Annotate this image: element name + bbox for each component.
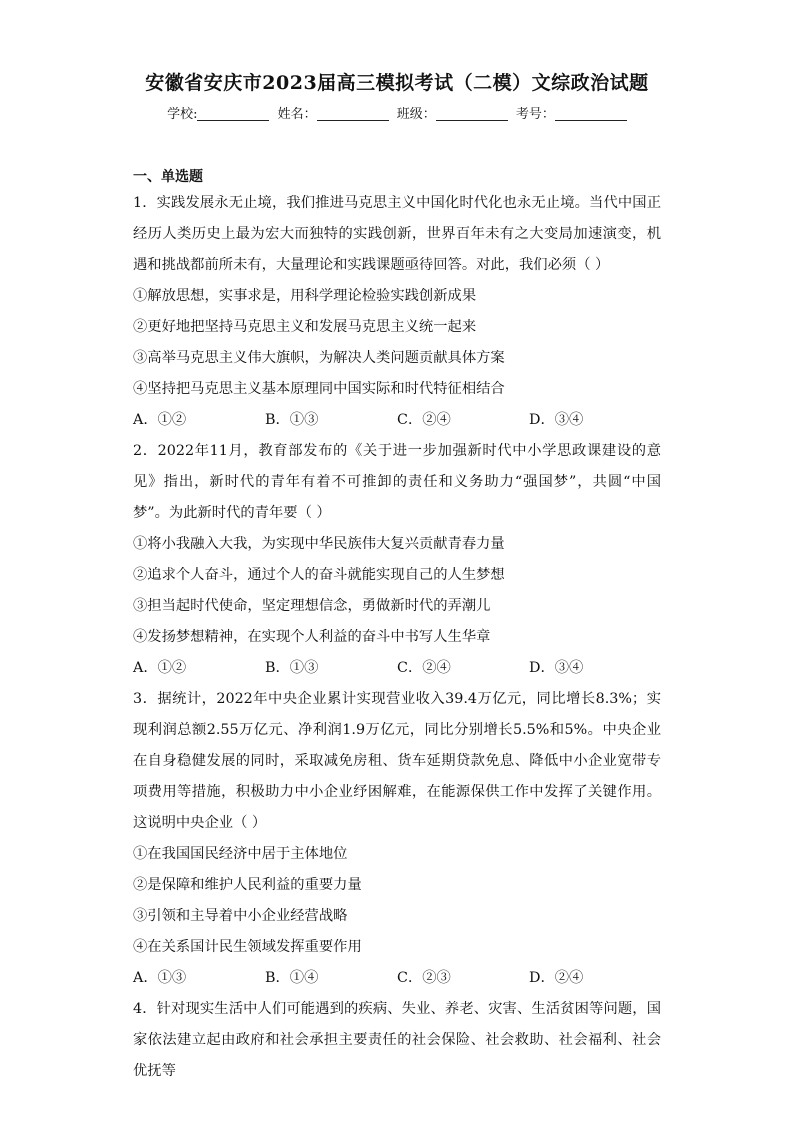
option-item: ③引领和主导着中小企业经营战略 [133,908,348,924]
choice-c[interactable]: C．②④ [397,412,451,428]
class-blank[interactable] [436,106,508,121]
choice-b[interactable]: B．①③ [265,660,319,676]
question-2 [133,436,661,684]
choice-b[interactable]: B．①④ [265,970,319,986]
answer-choices [133,963,661,994]
choice-a[interactable]: A．①② [133,660,187,676]
section-heading: 一、单选题 [133,169,203,185]
option-item: ①将小我融入大我，为实现中华民族伟大复兴贡献青春力量 [133,536,505,552]
question-list [133,188,661,1087]
choice-d[interactable]: D．③④ [529,412,584,428]
question-stem: 4．针对现实生活中人们可能遇到的疾病、失业、养老、灾害、生活贫困等问题，国家依法建立起由政府和社会承担主要责任的社会保险、社会救助、社会福利、社会优抚等 [133,1001,661,1079]
option-item: ②是保障和维护人民利益的重要力量 [133,877,362,893]
question-stem: 2．2022年11月，教育部发布的《关于进一步加强新时代中小学思政课建设的意见》指出，新时代的青年有着不可推卸的责任和义务助力“强国梦”，共圆“中国梦”。为此新时代的青年要（ ） [133,443,661,521]
choice-c[interactable]: C．②④ [397,660,451,676]
choice-a[interactable]: A．①③ [133,970,187,986]
student-info-line [0,103,794,122]
option-item: ④发扬梦想精神，在实现个人利益的奋斗中书写人生华章 [133,629,491,645]
option-item: ③高举马克思主义伟大旗帜，为解决人类问题贡献具体方案 [133,350,505,366]
question-4 [133,994,661,1087]
option-item: ②追求个人奋斗，通过个人的奋斗就能实现自己的人生梦想 [133,567,505,583]
question-stem: 3．据统计，2022年中央企业累计实现营业收入39.4万亿元，同比增长8.3%；实现利润总额2.55万亿元、净利润1.9万亿元，同比分别增长5.5%和5%。中央企业在自身稳健发展的同时，采取减免房租、货车延期贷款免息、降低中小企业宽带专项费用等措施，积极助力中小企业纾困解难，在能源保供工作中发挥了关键作用。这说明中央企业（ ） [133,691,661,831]
exam-number-blank[interactable] [555,106,627,121]
choice-a[interactable]: A．①② [133,412,187,428]
choice-d[interactable]: D．②④ [529,970,584,986]
option-item: ①在我国国民经济中居于主体地位 [133,846,348,862]
option-item: ④在关系国计民生领域发挥重要作用 [133,939,362,955]
answer-choices [133,653,661,684]
page-title: 安徽省安庆市2023届高三模拟考试（二模）文综政治试题 [145,72,649,94]
choice-b[interactable]: B．①③ [265,412,319,428]
name-field: 姓名： [278,103,389,122]
school-blank[interactable] [197,106,269,121]
option-item: ④坚持把马克思主义基本原理同中国实际和时代特征相结合 [133,381,505,397]
option-item: ③担当起时代使命，坚定理想信念，勇做新时代的弄潮儿 [133,598,491,614]
class-field: 班级： [397,103,508,122]
choice-d[interactable]: D．③④ [529,660,584,676]
name-blank[interactable] [317,106,389,121]
option-item: ①解放思想，实事求是，用科学理论检验实践创新成果 [133,288,477,304]
question-3 [133,684,661,994]
choice-c[interactable]: C．②③ [397,970,451,986]
option-item: ②更好地把坚持马克思主义和发展马克思主义统一起来 [133,319,477,335]
question-1 [133,188,661,436]
question-stem: 1．实践发展永无止境，我们推进马克思主义中国化时代化也永无止境。当代中国正经历人类历史上最为宏大而独特的实践创新，世界百年未有之大变局加速演变，机遇和挑战都前所未有，大量理论和实践课题亟待回答。对此，我们必须（ ） [133,195,661,273]
exam-number-field: 考号： [516,103,627,122]
answer-choices [133,405,661,436]
school-field: 学校: [167,103,269,122]
